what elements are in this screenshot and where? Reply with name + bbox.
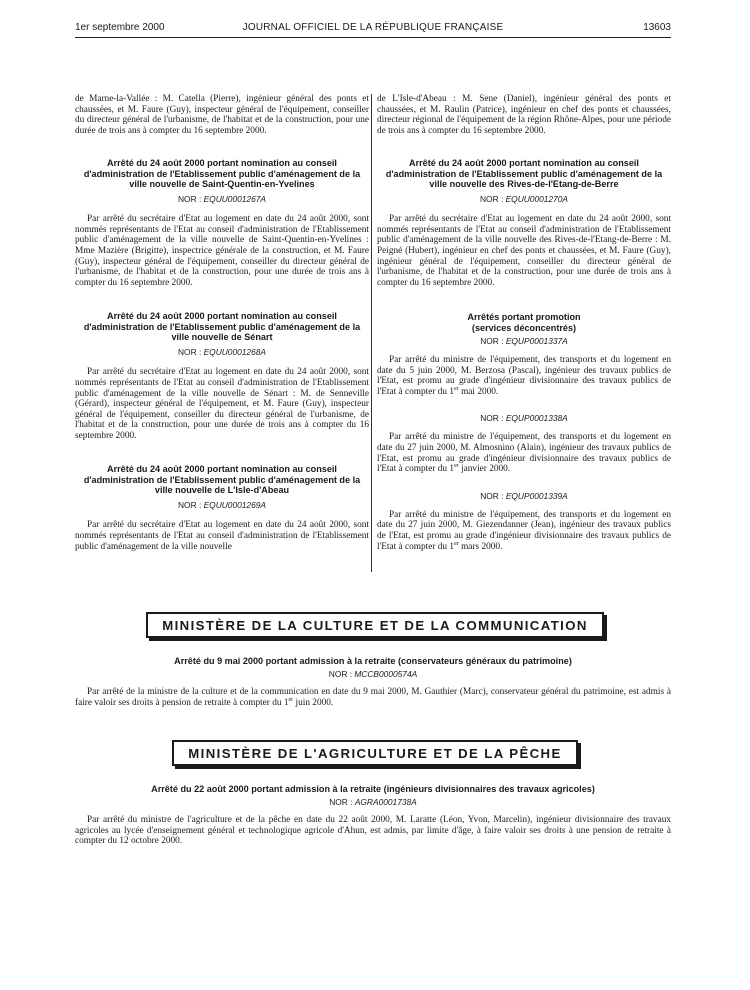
ordinal-number: 1: [449, 464, 455, 475]
promotion-text: Par arrêté du ministre de l'équipement, des transports et du logement en date du 5 juin 2000, M. Berzosa (Pascal), ingénieur des travaux publics de l'Etat, est promu au grade d'ingénieur divisionnaire des travaux publics de l'Etat à compter du: [377, 355, 671, 397]
nor-reference: [75, 669, 671, 679]
arrete-title: Arrêté du 24 août 2000 portant nomination au conseil d'administration de l'Etablissement public d'aménagement de la ville nouvelle de Saint-Quentin-en-Yvelines: [83, 158, 361, 189]
ministry-box: MINISTÈRE DE LA CULTURE ET DE LA COMMUNICATION: [146, 612, 604, 638]
nor-label: NOR :: [480, 413, 506, 424]
arrete-title: Arrêté du 9 mai 2000 portant admission à la retraite (conservateurs généraux du patrimoine): [174, 656, 572, 666]
arrete-text: Par arrêté du secrétaire d'Etat au logement en date du 24 août 2000, sont nommés représentants de l'Etat au conseil d'administration de l'Etablissement public d'aménagement de la ville nouvelle des Rives-de-l'Etang-de-Berre : M. Peigné (Hubert), ingénieur en chef des ponts et chaussées, et M. Faure (Guy), ingénieur général de l'équipement, conseiller du directeur général de l'urbanisme, de l'habitat et de la construction, pour une durée de trois ans à compter du 16 septembre 2000.: [377, 214, 671, 288]
promotion-text: Par arrêté du ministre de l'équipement, des transports et du logement en date du 27 juin 2000, M. Giezendanner (Jean), ingénieur des travaux publics de l'Etat, est promu au grade d'ingénieur divisionnaire des travaux publics de l'Etat à compter du: [377, 509, 671, 552]
ordinal-suffix: er: [288, 696, 294, 703]
nor-code: EQUP0001339A: [505, 490, 568, 501]
ordinal-suffix: er: [454, 540, 459, 547]
header-rule: [75, 37, 671, 38]
nor-label: NOR :: [178, 500, 204, 511]
culture-section: [75, 656, 671, 708]
nor-code: EQUP0001338A: [505, 413, 568, 424]
ordinal-number: 1: [449, 386, 455, 397]
arrete-text: [377, 432, 671, 474]
ordinal-number: 1: [283, 697, 289, 708]
nor-code: EQUU0001269A: [203, 500, 266, 511]
nor-code: EQUP0001337A: [505, 336, 568, 347]
ordinal-suffix: er: [454, 463, 459, 470]
nor-reference: [75, 500, 369, 510]
column-divider: [371, 94, 372, 572]
promotion-text: Par arrêté du ministre de l'équipement, des transports et du logement en date du 27 juin 2000, M. Almosnino (Alain), ingénieur des travaux publics de l'Etat, est promu au grade d'ingénieur divisionnaire des travaux publics de l'Etat à compter du: [377, 432, 671, 475]
nor-label: NOR :: [178, 194, 204, 205]
nor-reference: [377, 491, 671, 501]
nor-label: NOR :: [480, 336, 506, 347]
nor-code: EQUU0001268A: [203, 347, 266, 358]
nor-label: NOR :: [480, 194, 506, 205]
nor-reference: [377, 336, 671, 346]
nor-label: NOR :: [178, 347, 204, 358]
nor-code: AGRA0001738A: [354, 797, 417, 808]
arrete-title: Arrêté du 24 août 2000 portant nomination au conseil d'administration de l'Etablissement public d'aménagement de la ville nouvelle des Rives-de-l'Etang-de-Berre: [385, 158, 663, 189]
arrete-text: [75, 687, 671, 708]
promotion-date: janvier 2000.: [461, 464, 511, 475]
nor-reference: [75, 797, 671, 807]
header-date: 1er septembre 2000: [75, 22, 165, 33]
arrete-text: Par arrêté du secrétaire d'Etat au logement en date du 24 août 2000, sont nommés représentants de l'Etat au conseil d'administration de l'Etablissement public d'aménagement de la ville nouvelle: [75, 520, 369, 552]
running-header: [75, 22, 671, 36]
continued-paragraph: de Marne-la-Vallée : M. Catella (Pierre), ingénieur général des ponts et chaussées, et M. Faure (Guy), inspecteur général de l'équipement, conseiller du directeur général de l'urbanisme, de l'habitat et de la construction, pour une durée de trois ans à compter du 16 septembre 2000.: [75, 94, 369, 136]
nor-code: EQUU0001270A: [505, 194, 568, 205]
promotion-date: mai 2000.: [461, 386, 499, 397]
ministry-heading-agriculture: [0, 740, 750, 766]
nor-code: MCCB0000574A: [354, 669, 418, 680]
continued-paragraph: de L'Isle-d'Abeau : M. Sene (Daniel), ingénieur général des ponts et chaussées, et M. Raulin (Patrice), ingénieur en chef des ponts et chaussées, directeur régional de l'équipement de la région Rhône-Alpes, pour une période de trois ans à compter du 16 septembre 2000.: [377, 94, 671, 136]
nor-label: NOR :: [329, 797, 355, 808]
section-title: Arrêtés portant promotion: [467, 312, 581, 323]
nor-reference: [75, 194, 369, 204]
nor-reference: [377, 194, 671, 204]
promotion-date: mars 2000.: [461, 541, 503, 552]
arrete-text: Par arrêté du secrétaire d'Etat au logement en date du 24 août 2000, sont nommés représentants de l'Etat au conseil d'administration de l'Etablissement public d'aménagement de la ville nouvelle de Saint-Quentin-en-Yvelines : Mme Mazière (Brigitte), inspectrice générale de la construction, et M. Faure (Guy), inspecteur général de l'équipement, conseiller du directeur général de l'urbanisme, de l'habitat et de la construction, pour une durée de trois ans à compter du 16 septembre 2000.: [75, 214, 369, 288]
nor-label: NOR :: [328, 669, 355, 680]
header-page-number: 13603: [643, 22, 671, 33]
ministry-heading-culture: [0, 612, 750, 638]
arrete-title: Arrêté du 24 août 2000 portant nomination au conseil d'administration de l'Etablissement public d'aménagement de la ville nouvelle de L'Isle-d'Abeau: [83, 464, 361, 496]
nor-label: NOR :: [480, 490, 506, 501]
nor-code: EQUU0001267A: [203, 194, 266, 205]
left-column: [75, 94, 369, 552]
arrete-text: [377, 355, 671, 397]
nor-reference: [75, 347, 369, 357]
retirement-text: Par arrêté de la ministre de la culture et de la communication en date du 9 mai 2000, M. Gauthier (Marc), conservateur général du patrimoine, est admis à faire valoir ses droits à pension de retraite à compter du: [75, 687, 671, 708]
agriculture-section: [75, 784, 671, 847]
ordinal-suffix: er: [454, 385, 459, 392]
retirement-date: juin 2000.: [295, 697, 334, 708]
section-subtitle: (services déconcentrés): [471, 322, 577, 333]
right-column: [377, 94, 671, 552]
arrete-title: Arrêté du 22 août 2000 portant admission à la retraite (ingénieurs divisionnaires des travaux agricoles): [151, 784, 595, 794]
header-journal-title: JOURNAL OFFICIEL DE LA RÉPUBLIQUE FRANÇAISE: [242, 22, 504, 33]
arrete-text: [377, 510, 671, 552]
arrete-text: Par arrêté du ministre de l'agriculture et de la pêche en date du 22 août 2000, M. Laratte (Léon, Yvon, Marcelin), ingénieur divisionnaire des travaux agricoles au lycée d'enseignement général et technologique agricole d'Ahun, est admis, par limite d'âge, à faire valoir ses droits à une pension de retraite à compter du 12 octobre 2000.: [75, 815, 671, 847]
ministry-box: MINISTÈRE DE L'AGRICULTURE ET DE LA PÊCHE: [172, 740, 577, 766]
arrete-title: Arrêté du 24 août 2000 portant nomination au conseil d'administration de l'Etablissement public d'aménagement de la ville nouvelle de Sénart: [83, 311, 361, 343]
ordinal-number: 1: [449, 541, 455, 552]
nor-reference: [377, 413, 671, 423]
arrete-text: Par arrêté du secrétaire d'Etat au logement en date du 24 août 2000, sont nommés représentants de l'Etat au conseil d'administration de l'Etablissement public d'aménagement de la ville nouvelle de Sénart : M. de Senneville (Gérard), inspecteur général de l'équipement, et M. Faure (Guy), inspecteur général de l'équipement, conseiller du directeur général de l'urbanisme, de l'habitat et de la construction, pour une durée de trois ans à compter du 16 septembre 2000.: [75, 367, 369, 441]
